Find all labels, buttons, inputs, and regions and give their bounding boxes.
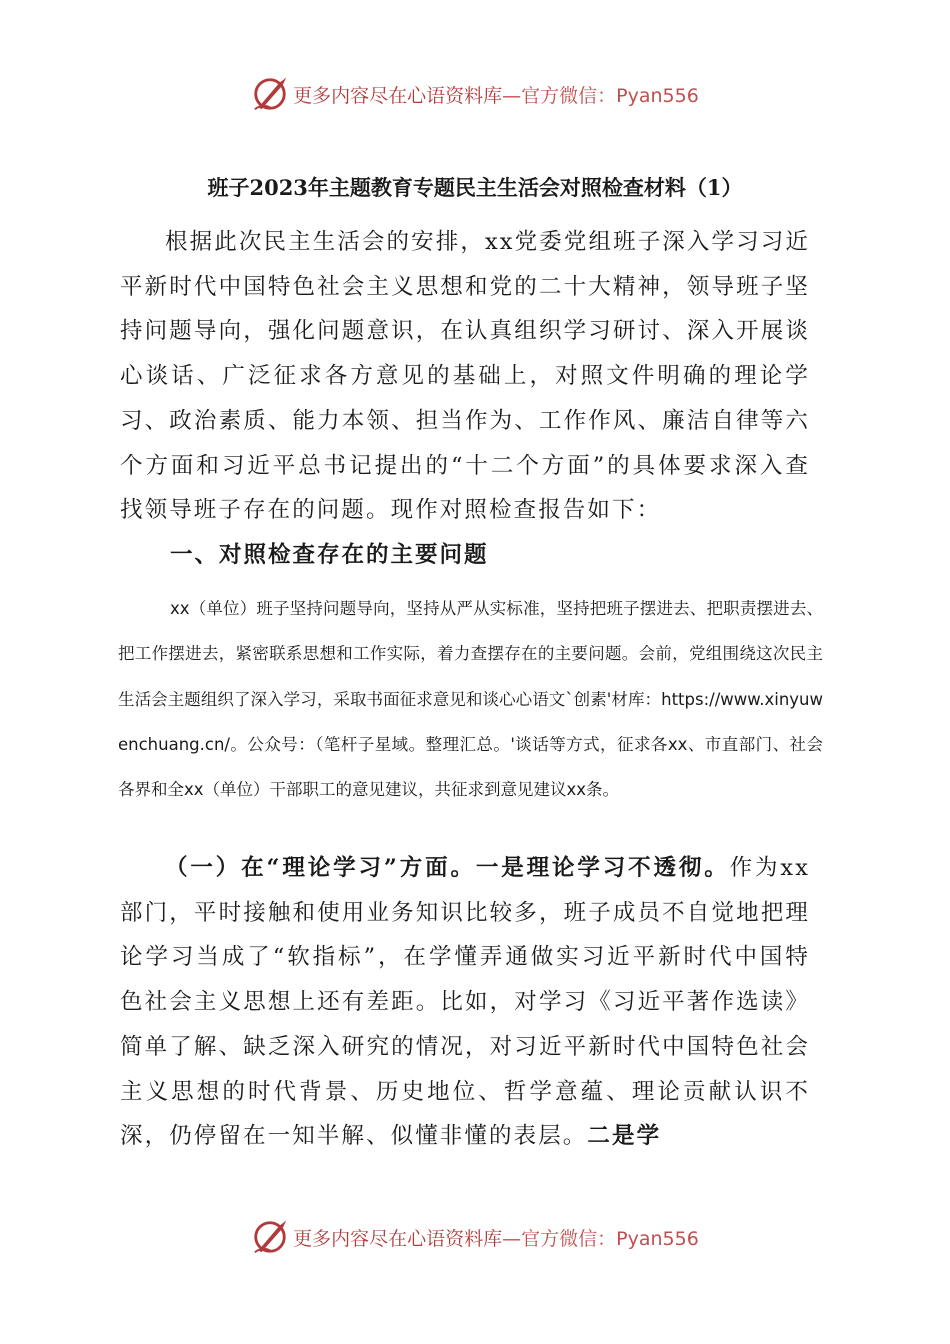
point1-lead: 一是理论学习不透彻。 — [475, 855, 730, 881]
point1-text: 作为xx部门，平时接触和使用业务知识比较多，班子成员不自觉地把理论学习当成了“软指标”，在学懂弄通做实习近平新时代中国特色社会主义思想上还有差距。比如，对学习《习近平著作选读》简单了解、缺乏深入研究的情况，对习近平新时代中国特色社会主义思想的时代背景、历史地位、哲学意蕴、理论贡献认识不深，仍停留在一知半解、似懂非懂的表层。 — [120, 855, 810, 1150]
subsection1-paragraph — [120, 846, 810, 1159]
header-banner — [0, 72, 950, 116]
intro-paragraph: 根据此次民主生活会的安排，xx党委党组班子深入学习习近平新时代中国特色社会主义思想和党的二十大精神，领导班子坚持问题导向，强化问题意识，在认真组织学习研讨、深入开展谈心谈话、广泛征求各方意见的基础上，对照文件明确的理论学习、政治素质、能力本领、担当作为、工作作风、廉洁自律等六个方面和习近平总书记提出的“十二个方面”的具体要求深入查找领导班子存在的问题。现作对照检查报告如下： — [120, 229, 810, 524]
quill-seal-icon — [251, 75, 289, 113]
section1-paragraph: xx（单位）班子坚持问题导向，坚持从严从实标准，坚持把班子摆进去、把职责摆进去、把工作摆进去，紧密联系思想和工作实际，着力查摆存在的主要问题。会前，党组围绕这次民主生活会主题组织了深入学习，采取书面征求意见和谈心心语文`创素'材库：https://www.xinyuwenchuang.cn/。公众号：（笔杆子星域。整理汇总。'谈话等方式，征求各xx、市直部门、社会各界和全xx（单位）干部职工的意见建议，共征求到意见建议xx条。 — [118, 599, 823, 800]
banner-brand-text: 更多内容尽在心语资料库 — [293, 84, 503, 107]
footer-banner — [0, 1215, 950, 1259]
banner-brand-text: 更多内容尽在心语资料库 — [293, 1227, 503, 1250]
section-heading-1: 一、对照检查存在的主要问题 — [170, 542, 489, 568]
banner-contact-text: —官方微信：Pyan556 — [502, 1227, 699, 1250]
subsection1-heading: （一）在“理论学习”方面。 — [165, 855, 476, 881]
banner-contact-text: —官方微信：Pyan556 — [502, 84, 699, 107]
point2-lead: 二是学 — [587, 1123, 662, 1150]
document-title: 班子2023年主题教育专题民主生活会对照检查材料（1） — [207, 175, 743, 200]
quill-seal-icon — [251, 1218, 289, 1256]
